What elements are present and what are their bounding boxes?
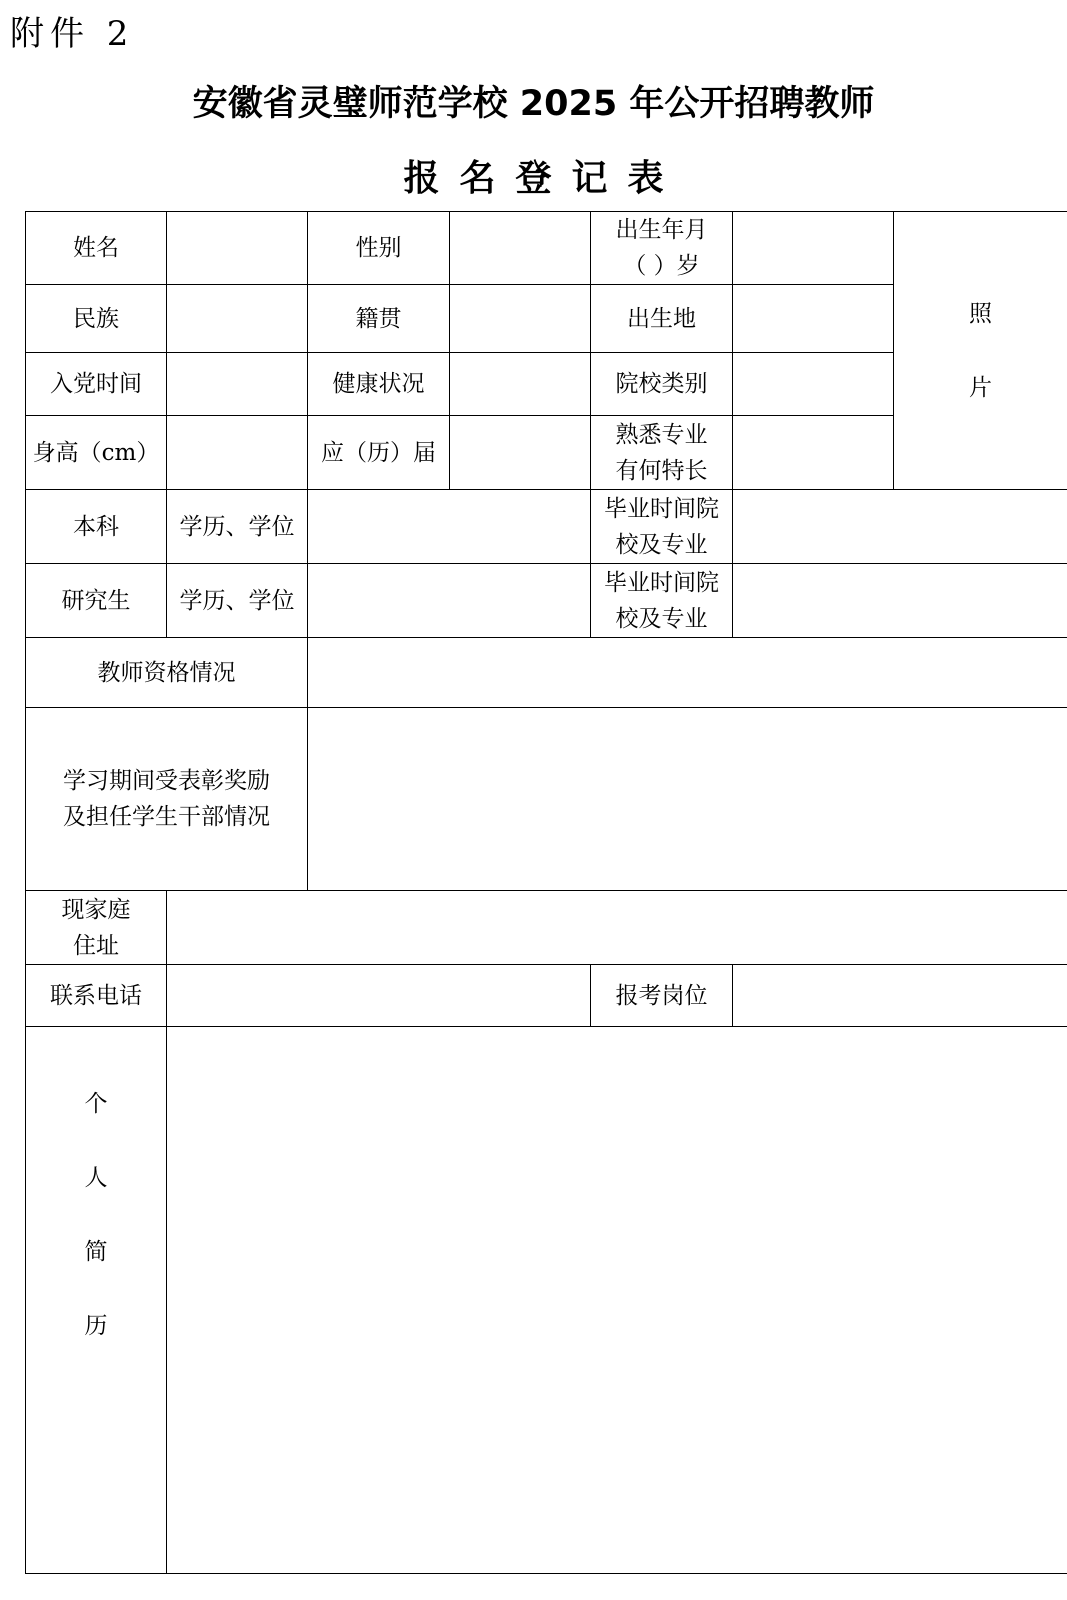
postgrad-label: 研究生	[26, 564, 167, 638]
resume-label	[26, 1027, 167, 1574]
address-label-line2: 住址	[73, 932, 119, 959]
phone-label: 联系电话	[26, 965, 167, 1027]
specialty-field[interactable]	[733, 416, 894, 490]
school-type-field[interactable]	[733, 353, 894, 416]
native-place-field[interactable]	[450, 285, 591, 353]
graduate-type-field[interactable]	[450, 416, 591, 490]
photo-label-line2: 片	[969, 374, 992, 401]
gender-label: 性别	[308, 212, 450, 285]
position-field[interactable]	[733, 965, 1067, 1027]
resume-label-char1: 个	[84, 1091, 108, 1117]
birthplace-field[interactable]	[733, 285, 894, 353]
teacher-qualification-field[interactable]	[308, 638, 1067, 708]
registration-form-table	[25, 211, 1067, 1574]
birth-label	[591, 212, 733, 285]
undergrad-grad-info-line1: 毕业时间院	[604, 495, 719, 522]
school-type-label: 院校类别	[591, 353, 733, 416]
birth-field[interactable]	[733, 212, 894, 285]
teacher-qualification-label: 教师资格情况	[26, 638, 308, 708]
undergrad-label: 本科	[26, 490, 167, 564]
photo-area[interactable]	[894, 212, 1067, 490]
gender-field[interactable]	[450, 212, 591, 285]
specialty-label-line2: 有何特长	[615, 457, 708, 484]
graduate-type-label: 应（历）届	[308, 416, 450, 490]
party-join-date-label: 入党时间	[26, 353, 167, 416]
attachment-label: 附件 2	[10, 14, 135, 54]
specialty-label-line1: 熟悉专业	[615, 421, 708, 448]
height-label: 身高（cm）	[26, 416, 167, 490]
address-field[interactable]	[167, 891, 1067, 965]
form-title: 安徽省灵璧师范学校 2025 年公开招聘教师	[192, 84, 875, 124]
postgrad-grad-info-label	[591, 564, 733, 638]
resume-field[interactable]	[167, 1027, 1067, 1574]
name-label: 姓名	[26, 212, 167, 285]
undergrad-degree-label: 学历、学位	[167, 490, 308, 564]
form-subtitle: 报名登记表	[403, 158, 684, 199]
health-field[interactable]	[450, 353, 591, 416]
resume-label-char4: 历	[84, 1313, 108, 1339]
address-label	[26, 891, 167, 965]
resume-label-char2: 人	[84, 1165, 108, 1191]
undergrad-grad-info-field[interactable]	[733, 490, 1067, 564]
specialty-label	[591, 416, 733, 490]
undergrad-degree-field[interactable]	[308, 490, 591, 564]
undergrad-grad-info-label	[591, 490, 733, 564]
resume-label-char3: 简	[84, 1239, 108, 1265]
ethnicity-label: 民族	[26, 285, 167, 353]
address-label-line1: 现家庭	[61, 896, 131, 923]
awards-label-line1: 学习期间受表彰奖励	[63, 768, 270, 794]
awards-label	[26, 708, 308, 891]
native-place-label: 籍贯	[308, 285, 450, 353]
postgrad-grad-info-line1: 毕业时间院	[604, 569, 719, 596]
photo-label-line1: 照	[969, 300, 992, 327]
postgrad-degree-label: 学历、学位	[167, 564, 308, 638]
name-field[interactable]	[167, 212, 308, 285]
postgrad-degree-field[interactable]	[308, 564, 591, 638]
awards-label-line2: 及担任学生干部情况	[63, 804, 270, 830]
ethnicity-field[interactable]	[167, 285, 308, 353]
birth-label-line1: 出生年月	[615, 217, 708, 243]
birthplace-label: 出生地	[591, 285, 733, 353]
postgrad-grad-info-field[interactable]	[733, 564, 1067, 638]
party-join-date-field[interactable]	[167, 353, 308, 416]
postgrad-grad-info-line2: 校及专业	[615, 605, 708, 632]
phone-field[interactable]	[167, 965, 591, 1027]
awards-field[interactable]	[308, 708, 1067, 891]
height-field[interactable]	[167, 416, 308, 490]
undergrad-grad-info-line2: 校及专业	[615, 531, 708, 558]
position-label: 报考岗位	[591, 965, 733, 1027]
birth-label-line2: （ ）岁	[623, 253, 700, 279]
health-label: 健康状况	[308, 353, 450, 416]
